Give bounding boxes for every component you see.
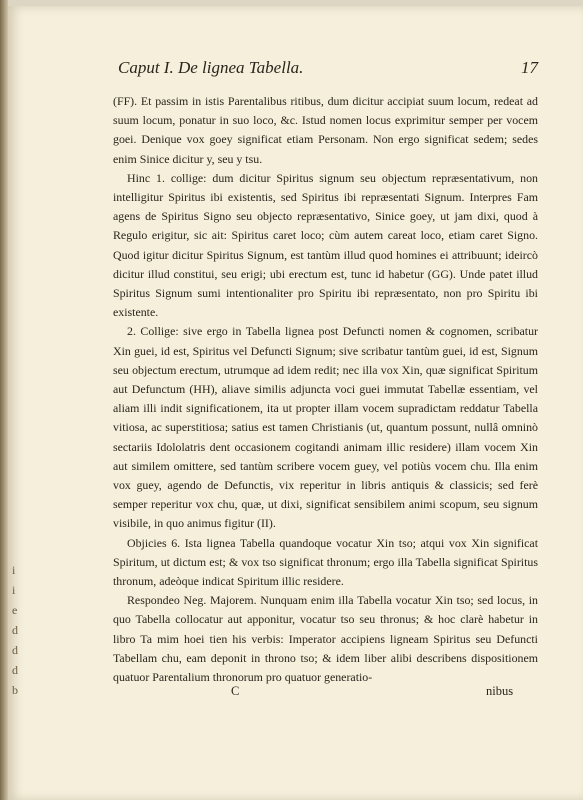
signature-mark: C	[231, 684, 240, 698]
margin-mark: d	[12, 663, 18, 677]
catchword: nibus	[486, 684, 514, 698]
paragraph: Respondeo Neg. Majorem. Nunquam enim illa Tabella vocatur Xin tso; sed locus, in quo Tabella collocatur aut apponitur, vocatur tso seu thronus; & hoc clarè habetur in libro Ta mim hoei tien his verbis: Imperator accipiens ligneam Spiritus seu Defuncti Tabellam chu, eam deponit in throno tso; & idem liber alibi describens dispositionem quatuor Parentalium thronorum pro quatuor generatio-	[113, 593, 538, 685]
margin-mark: d	[12, 623, 18, 637]
paragraph: Objicies 6. Ista lignea Tabella quandoque vocatur Xin tso; atqui vox Xin significat Spiritum, ut dictum est; & vox tso significat thronum; ergo illa Tabella significat Spiritus thronum, adeòque indicat Spiritum illic residere.	[113, 535, 538, 589]
margin-mark: i	[12, 563, 16, 577]
margin-mark: e	[12, 603, 18, 617]
margin-bleedthrough	[12, 560, 24, 700]
binding-gutter	[0, 0, 8, 800]
paragraph: (FF). Et passim in istis Parentalibus ritibus, dum dicitur accipiat suum locum, redeat ad suum locum, ponatur in suo loco, &c. Istud nomen locus exprimitur semper per vocem goei. Denique vox goey significat etiam Personam. Non ergo significat sedem; sedes enim Sinice dicitur y, seu y tsu.	[113, 94, 538, 166]
paragraph: Hinc 1. collige: dum dicitur Spiritus signum seu objectum repræsentativum, non intelligitur Spiritus ibi existentis, sed Spiritus ibi repræsentati Signum. Interpres Fam agens de Spiritus Signo seu objecto repræsentativo, Sinice goey, ut jam dixi, quod à Regulo erigitur, sic ait: Spiritus caret loco; cùm autem careat loco, etiam caret Signo. Quod igitur dicitur Spiritus Signum, est tantùm illud quod homines ei attribuunt; ideircò dicitur illud constitui, seu erigi; ubi erectum est, tunc id habetur (GG). Unde patet illud Spiritus Signum sumi intentionaliter pro Spiritu ibi repræsentato, non pro Spiritu ibi existente.	[113, 170, 538, 320]
margin-mark: b	[12, 683, 18, 697]
margin-mark: d	[12, 643, 18, 657]
page-body	[113, 92, 538, 687]
paragraph: 2. Collige: sive ergo in Tabella lignea post Defuncti nomen & cognomen, scribatur Xin guei, id est, Spiritus vel Defuncti Signum; sive scribatur tantùm guei, id est, Signum seu objectum erectum, utrumque ad idem redit; nec illa vox Xin, quæ significat Spiritum aut Defunctum (HH), aliave similis adjuncta voci guei immutat Tabellæ essentiam, vel aliam illi indit significationem, ita ut propter illam vocem supradictam reddatur Tabella vitiosa, ac superstitiosa; satius est tamen Christianis (ut, quantum possunt, nullâ omninò sectariis Idololatris dent occasionem cogitandi animam illic residere) illam vocem Xin aut similem omittere, sed tantùm scribere vocem guey, vel potiùs vocem chu. Illa enim vox guey, agendo de Defunctis, vix reperitur in libris antiquis & classicis; sed ferè semper reperitur vox chu, quæ, ut dixi, significat sensibilem animi scopum, seu signum visibile, in quo animus figitur (II).	[113, 324, 538, 531]
margin-mark: i	[12, 583, 16, 597]
page-number: 17	[521, 58, 538, 77]
running-title: Caput I. De lignea Tabella.	[118, 58, 304, 77]
